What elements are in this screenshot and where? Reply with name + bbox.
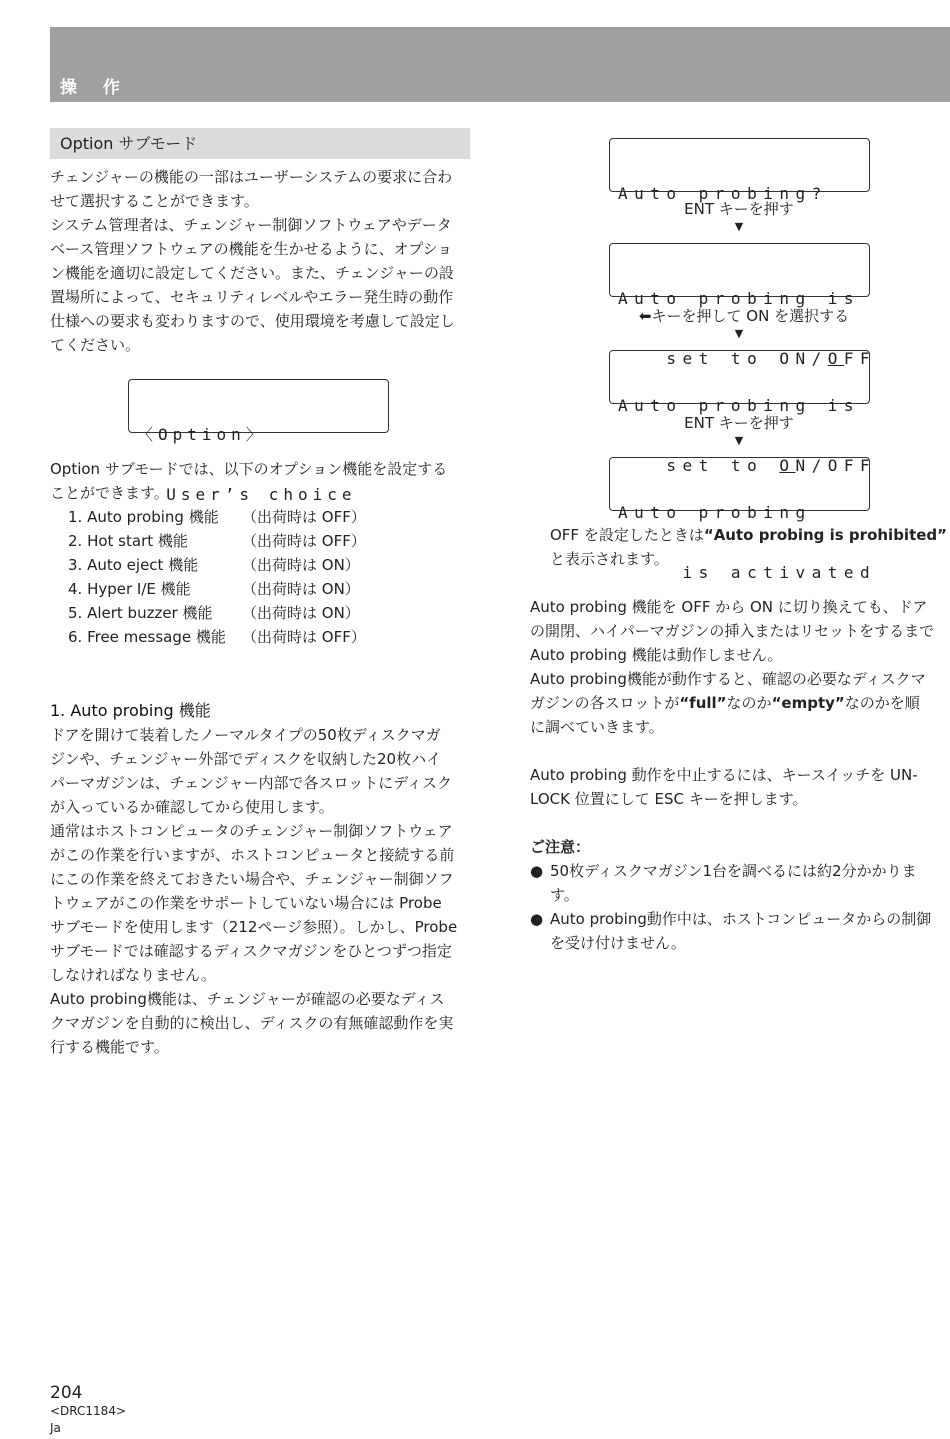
bullet-icon: ● [530, 862, 544, 880]
stop-paragraph [530, 763, 950, 811]
step-label: ENT キーを押す [684, 200, 794, 218]
caution-line: 50枚ディスクマガジン1台を調べるには約2分かかりま [550, 862, 917, 880]
body-text: なのか [726, 694, 772, 712]
body-line: Auto probing 機能を OFF から ON に切り換えても、ドア [530, 598, 928, 616]
body-line: クマガジンを自動的に検出し、ディスクの有無確認動作を実 [50, 1014, 454, 1032]
intro-line: 置場所によって、セキュリティレベルやエラー発生時の動作 [50, 288, 454, 306]
lcd-text: set to ON/ [618, 349, 828, 368]
feature-name: 2. Hot start 機能 [68, 532, 188, 550]
feature-list [50, 505, 470, 649]
section-title: Option サブモード [50, 128, 470, 159]
feature-name: 5. Alert buzzer 機能 [68, 604, 213, 622]
page-number: 204 [50, 1383, 83, 1403]
caution-item [530, 859, 950, 907]
header-band [50, 27, 950, 102]
body-line: LOCK 位置にして ESC キーを押します。 [530, 790, 808, 808]
lcd-line: Auto probing is [618, 396, 860, 415]
caution-title: ご注意： [530, 838, 591, 856]
off-note-text: と表示されます。 [550, 550, 669, 568]
body-line: ドアを開けて装着したノーマルタイプの50枚ディスクマガ [50, 726, 441, 744]
intro-line: チェンジャーの機能の一部はユーザーシステムの要求に合わ [50, 168, 453, 186]
body-line: が入っているか確認してから使用します。 [50, 798, 334, 816]
feature-name: 1. Auto probing 機能 [68, 508, 219, 526]
body-line: パーマガジンは、チェンジャー内部で各スロットにディスク [50, 774, 453, 792]
step-label [609, 306, 879, 326]
lcd-auto-probing-prompt [609, 138, 870, 203]
feature-item [50, 577, 470, 601]
feature-name: 4. Hyper I/E 機能 [68, 580, 191, 598]
header-title: 操 作 [60, 78, 130, 98]
lcd-line: is activated [618, 563, 877, 582]
arrow-down-icon: ▼ [734, 327, 744, 340]
left-column [50, 128, 470, 1059]
body-line: 通常はホストコンピュータのチェンジャー制御ソフトウェア [50, 822, 453, 840]
body-line: しなければなりません。 [50, 966, 216, 984]
intro-line: せて選択することができます。 [50, 192, 259, 210]
body-line: Auto probing 機能は動作しません。 [530, 646, 783, 664]
right-column [530, 138, 950, 955]
footer [50, 1383, 126, 1437]
intro-paragraph [50, 165, 470, 357]
language-code: Ja [50, 1421, 61, 1435]
feature-item [50, 553, 470, 577]
feature-item [50, 625, 470, 649]
caution-line: Auto probing動作中は、ホストコンピュータからの制御 [550, 910, 932, 928]
intro-line: ベース管理ソフトウェアの機能を生かせるように、オプショ [50, 240, 453, 258]
arrow-left-icon: ⬅ [638, 307, 652, 325]
feature-name: 3. Auto eject 機能 [68, 556, 199, 574]
off-note-text: OFF を設定したときは [550, 526, 704, 544]
body-line: Auto probing機能が動作すると、確認の必要なディスクマ [530, 670, 926, 688]
body-line: Auto probing機能は、チェンジャーが確認の必要なディス [50, 990, 445, 1008]
off-note-message: “Auto probing is prohibited” [703, 526, 948, 544]
feature-default: （出荷時は OFF） [242, 532, 366, 550]
feature-item [50, 529, 470, 553]
lcd-cursor: O [827, 349, 844, 368]
auto-probing-body [50, 723, 470, 1059]
lcd-line: Auto probing? [618, 184, 828, 203]
step-text: キーを押して ON を選択する [651, 307, 850, 325]
feature-name: 6. Free message 機能 [68, 628, 226, 646]
arrow-down-icon: ▼ [734, 220, 744, 233]
intro-line: システム管理者は、チェンジャー制御ソフトウェアやデータ [50, 216, 452, 234]
lcd-line: Auto probing [618, 503, 812, 522]
bullet-icon: ● [530, 910, 544, 928]
body-line: に調べていきます。 [530, 718, 664, 736]
lcd-text: N/OFF [795, 456, 877, 475]
features-intro-line: ことができます。 [50, 484, 169, 502]
feature-default: （出荷時は OFF） [242, 628, 366, 646]
caution-line: を受け付けません。 [550, 934, 686, 952]
caution-item [530, 907, 950, 955]
body-line: ジンや、チェンジャー外部でディスクを収納した20枚ハイ [50, 750, 442, 768]
body-line: Auto probing 動作を中止するには、キースイッチを UN- [530, 766, 918, 784]
lcd-cursor: O [779, 456, 796, 475]
features-intro-line: Option サブモードでは、以下のオプション機能を設定する [50, 460, 448, 478]
auto-probing-heading: 1. Auto probing 機能 [50, 701, 211, 720]
body-line: ガジンの各スロットが [530, 694, 680, 712]
auto-probing-switch-paragraph [530, 595, 950, 739]
body-line: がこの作業を行いますが、ホストコンピュータと接続する前 [50, 846, 455, 864]
lcd-line [618, 349, 877, 369]
intro-line: ン機能を適切に設定してください。また、チェンジャーの設 [50, 264, 454, 282]
feature-default: （出荷時は OFF） [242, 508, 366, 526]
feature-item [50, 505, 470, 529]
body-line: トウェアがこの作業をサポートしていない場合には Probe [50, 894, 442, 912]
feature-default: （出荷時は ON） [242, 604, 360, 622]
arrow-down-icon: ▼ [734, 434, 744, 447]
caution-line: す。 [550, 886, 579, 904]
body-line: サブモードでは確認するディスクマガジンをひとつずつ指定 [50, 942, 452, 960]
body-text: なのかを順 [844, 694, 920, 712]
intro-line: てください。 [50, 336, 141, 354]
intro-line: 仕様への要求も変わりますので、使用環境を考慮して設定し [50, 312, 455, 330]
feature-default: （出荷時は ON） [242, 580, 360, 598]
model-number: <DRC1184> [50, 1404, 127, 1418]
empty-keyword: “empty” [771, 694, 845, 712]
lcd-text: FF [843, 349, 877, 368]
body-line: にこの作業を終えておきたい場合や、チェンジャー制御ソフ [50, 870, 454, 888]
body-line: サブモードを使用します（212ページ参照）。しかし、Probe [50, 918, 458, 936]
lcd-line [618, 456, 877, 476]
body-line: の開閉、ハイパーマガジンの挿入またはリセットをするまで [530, 622, 935, 640]
feature-item [50, 601, 470, 625]
lcd-line: Auto probing is [618, 289, 860, 308]
step-label: ENT キーを押す [684, 414, 794, 432]
lcd-line: User’s choice [137, 485, 357, 504]
lcd-line: 〈Option〉 [137, 425, 267, 444]
body-line: 行する機能です。 [50, 1038, 169, 1056]
feature-default: （出荷時は ON） [242, 556, 360, 574]
full-keyword: “full” [679, 694, 727, 712]
lcd-text: set to [618, 456, 780, 475]
